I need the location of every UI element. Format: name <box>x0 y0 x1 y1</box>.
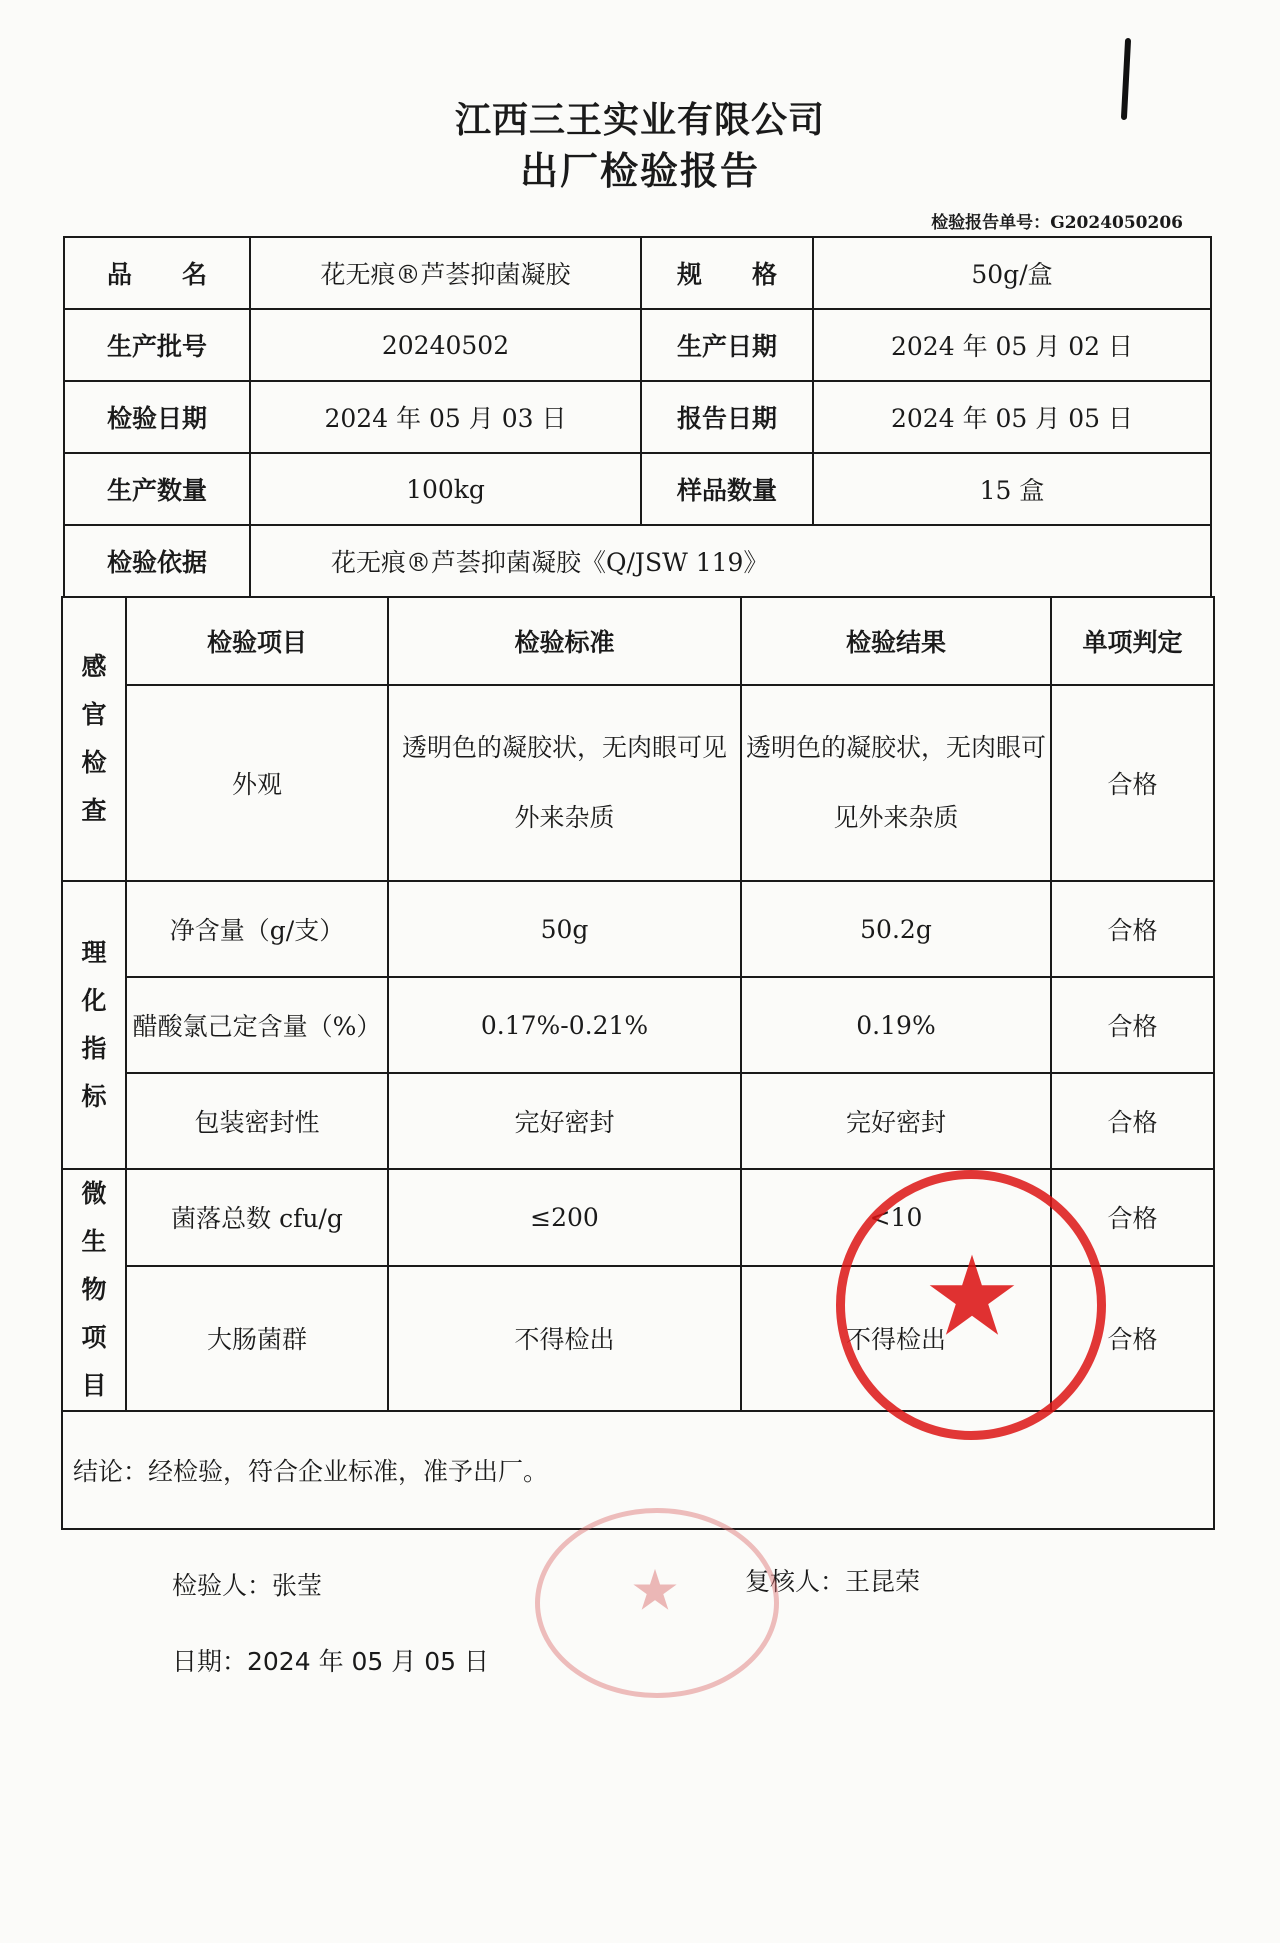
row-result: 50.2g <box>741 881 1051 977</box>
info-row <box>64 237 1211 309</box>
row-standard: ≤200 <box>388 1169 741 1266</box>
report-number <box>931 208 1183 233</box>
category-sensory: 感 官 检 查 <box>62 597 126 881</box>
row-item: 菌落总数 cfu/g <box>126 1169 388 1266</box>
star-icon <box>927 1251 1017 1341</box>
table-row <box>62 881 1214 977</box>
prod-qty-label: 生产数量 <box>64 453 250 525</box>
row-standard: 透明色的凝胶状，无肉眼可见外来杂质 <box>388 685 741 881</box>
header-standard: 检验标准 <box>388 597 741 685</box>
row-item: 大肠菌群 <box>126 1266 388 1411</box>
row-verdict: 合格 <box>1051 1169 1214 1266</box>
insp-date-value: 2024 年 05 月 03 日 <box>250 381 641 453</box>
product-info-table <box>63 236 1212 598</box>
table-row <box>62 685 1214 881</box>
info-row <box>64 381 1211 453</box>
info-row <box>64 309 1211 381</box>
spec-value: 50g/盒 <box>813 237 1211 309</box>
row-verdict: 合格 <box>1051 1266 1214 1411</box>
row-result: <10 <box>741 1169 1051 1266</box>
batch-value: 20240502 <box>250 309 641 381</box>
info-row <box>64 453 1211 525</box>
signature-date: 日期：2024 年 05 月 05 日 <box>172 1647 489 1676</box>
header-result: 检验结果 <box>741 597 1051 685</box>
row-result: 不得检出 <box>741 1266 1051 1411</box>
sample-qty-value: 15 盒 <box>813 453 1211 525</box>
row-verdict: 合格 <box>1051 685 1214 881</box>
batch-label: 生产批号 <box>64 309 250 381</box>
row-item: 醋酸氯己定含量（%） <box>126 977 388 1073</box>
row-result: 透明色的凝胶状，无肉眼可见外来杂质 <box>741 685 1051 881</box>
insp-date-label: 检验日期 <box>64 381 250 453</box>
row-standard: 完好密封 <box>388 1073 741 1169</box>
spec-label: 规 格 <box>641 237 813 309</box>
row-standard: 0.17%-0.21% <box>388 977 741 1073</box>
header-item: 检验项目 <box>126 597 388 685</box>
product-name-value: 花无痕®芦荟抑菌凝胶 <box>250 237 641 309</box>
row-result: 完好密封 <box>741 1073 1051 1169</box>
row-standard: 不得检出 <box>388 1266 741 1411</box>
row-item: 包装密封性 <box>126 1073 388 1169</box>
header-row <box>62 597 1214 685</box>
basis-label: 检验依据 <box>64 525 250 597</box>
report-number-value: G2024050206 <box>1050 213 1183 233</box>
row-standard: 50g <box>388 881 741 977</box>
category-micro: 微 生 物 项 目 <box>62 1169 126 1411</box>
category-physchem: 理 化 指 标 <box>62 881 126 1169</box>
header-verdict: 单项判定 <box>1051 597 1214 685</box>
inspection-seal <box>535 1508 779 1698</box>
row-verdict: 合格 <box>1051 881 1214 977</box>
company-name: 江西三王实业有限公司 <box>454 100 825 141</box>
report-number-label: 检验报告单号： <box>931 213 1051 233</box>
report-title: 出厂检验报告 <box>519 149 760 193</box>
table-row <box>62 977 1214 1073</box>
report-date-label: 报告日期 <box>641 381 813 453</box>
row-item: 净含量（g/支） <box>126 881 388 977</box>
reviewer-signature: 复核人：王昆荣 <box>745 1567 921 1596</box>
row-verdict: 合格 <box>1051 977 1214 1073</box>
sample-qty-label: 样品数量 <box>641 453 813 525</box>
product-name-label: 品 名 <box>64 237 250 309</box>
prod-qty-value: 100kg <box>250 453 641 525</box>
info-row <box>64 525 1211 597</box>
conclusion-text: 结论：经检验，符合企业标准，准予出厂。 <box>62 1411 1214 1529</box>
report-date-value: 2024 年 05 月 05 日 <box>813 381 1211 453</box>
row-item: 外观 <box>126 685 388 881</box>
row-verdict: 合格 <box>1051 1073 1214 1169</box>
row-result: 0.19% <box>741 977 1051 1073</box>
prod-date-label: 生产日期 <box>641 309 813 381</box>
basis-value: 花无痕®芦荟抑菌凝胶《Q/JSW 119》 <box>250 525 1211 597</box>
company-seal <box>836 1170 1106 1440</box>
inspector-signature: 检验人：张莹 <box>172 1571 323 1600</box>
table-row <box>62 1073 1214 1169</box>
prod-date-value: 2024 年 05 月 02 日 <box>813 309 1211 381</box>
star-icon <box>632 1567 678 1613</box>
